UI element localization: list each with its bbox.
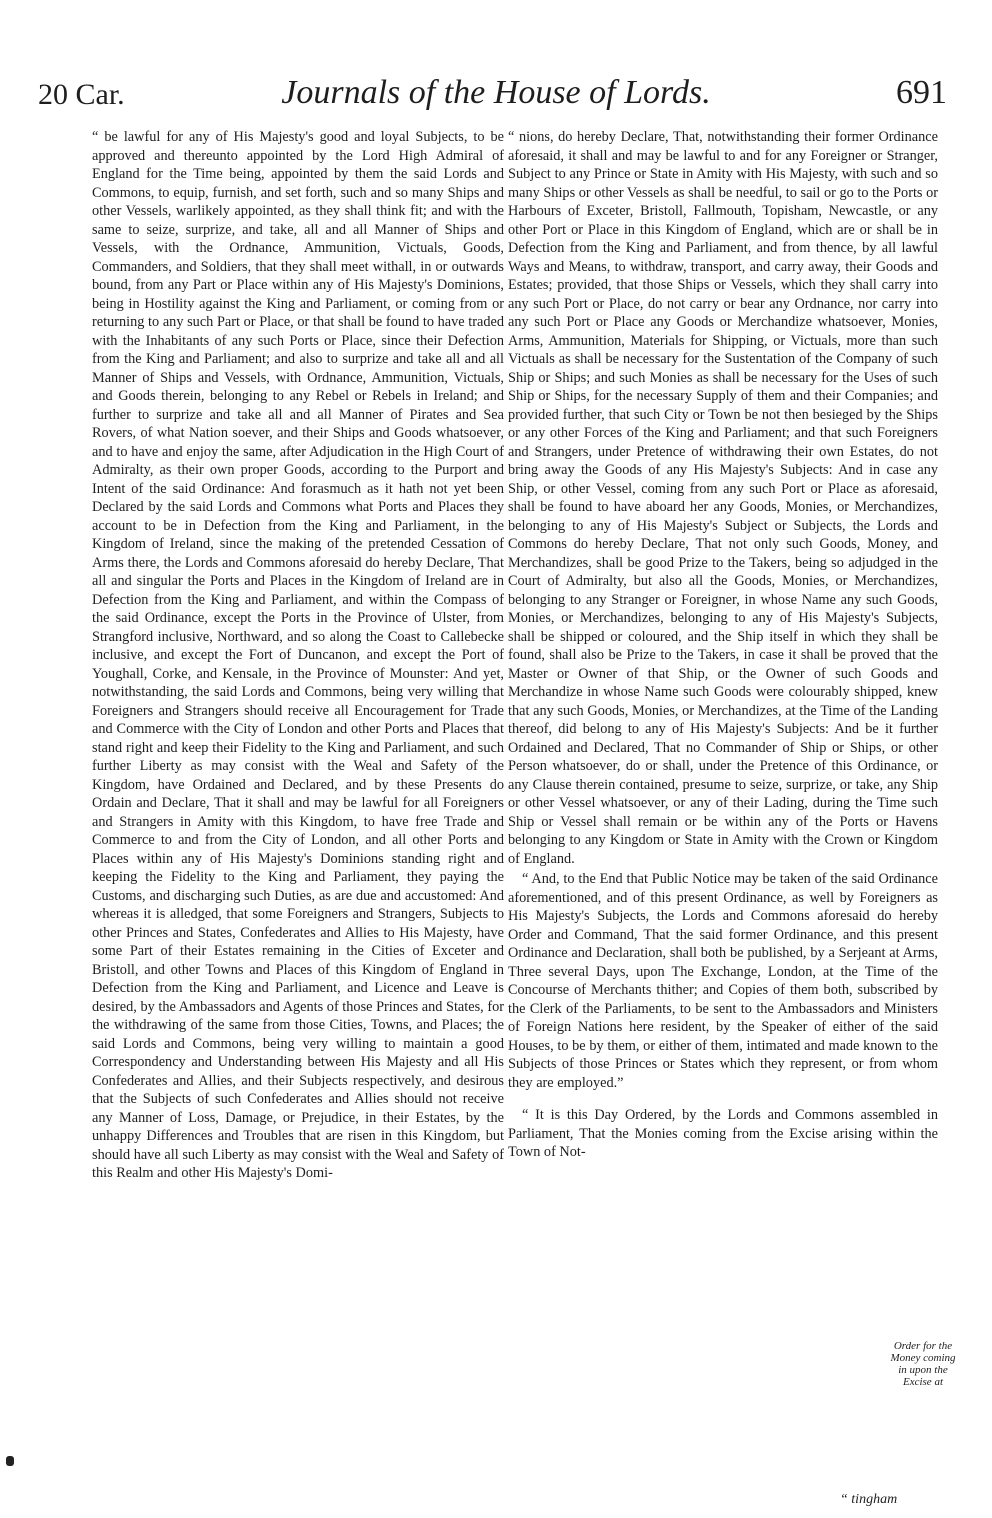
catchword: “ tingham bbox=[840, 1492, 898, 1507]
right-paragraph-3: “ It is this Day Ordered, by the Lords and Commons assembled in Parliament, That the Monies coming from the Excise arising within the Town of Not- bbox=[508, 1107, 938, 1160]
page-header bbox=[0, 60, 992, 120]
left-column bbox=[92, 128, 504, 1183]
ink-blot bbox=[6, 1456, 14, 1466]
left-paragraph: “ be lawful for any of His Majesty's good and loyal Subjects, to be approved and thereunto appointed by the Lord High Admiral of England for the Time being, appointed by them the said Lords and Commons, to equip, furnish, and set forth, such and so many Ships and other Vessels, warlikely appointed, as they shall think fit; and with the same to seize, surprize, and take, all and all Manner of Ships and Vessels, with the Ordnance, Ammunition, Victuals, Goods, Commanders, and Soldiers, that they shall meet withall, in or outwards bound, from any Part or Place within any of His Majesty's Dominions, being in Hostility against the King and Parliament, or coming from or returning to any such Part or Place, or that shall be found to have traded with the Inhabitants of any such Ports or Place, since their Defection from the King and Parliament; and also to surprize and take all and all Manner of Ships and Vessels, with Ordnance, Ammunition, Victuals, and Goods therein, belonging to any Rebel or Rebels in Ireland; and further to surprize and take all and all Manner of Pirates and Sea Rovers, of what Nation soever, and their Ships and Goods whatsoever, and to have and enjoy the same, after Adjudication in the High Court of Admiralty, as their own proper Goods, according to the Purport and Intent of the said Ordinance: And forasmuch as it hath not yet been Declared by the said Lords and Commons what Ports and Places they account to be in Defection from the King and Parliament, in the Kingdom of Ireland, since the making of the pretended Cessation of Arms there, the Lords and Commons aforesaid do hereby Declare, That all and singular the Ports and Places in the Kingdom of Ireland are in Defection from the King and Parliament, and within the Compass of the said Ordinance, except the Ports in the Province of Ulster, from Strangford inclusive, Northward, and so along the Coast to Callebecke inclusive, and except the Fort of Duncanon, and except the Port of Youghall, Corke, and Kensale, in the Province of Mounster: And yet, notwithstanding, the said Lords and Commons, being very willing that Foreigners and Strangers should receive all Encouragement for Trade and Commerce with the City of London and other Ports and Places that stand right and keep their Fidelity to the King and Parliament, and such further Liberty as may consist with the Weal and Safety of the Kingdom, have Ordained and Declared, and by these Presents do Ordain and Declare, That it shall and may be lawful for all Foreigners and Strangers in Amity with this Kingdom, to have free Trade and Commerce to and from the City of London, and all other Ports and Places within any of His Majesty's Dominions standing right and keeping the Fidelity to the King and Parliament, they paying the Customs, and discharging such Duties, as are due and accustomed: And whereas it is alledged, that some Foreigners and Strangers, Subjects to other Princes and States, Confederates and Allies to His Majesty, have some Part of their Estates remaining in the Cities of Exceter and Bristoll, and other Towns and Places of this Kingdom of England in Defection from the King and Parliament, and Licence and Leave is desired, by the Ambassadors and Agents of those Princes and States, for the withdrawing of the same from those Cities, Towns, and Places; the said Lords and Commons, being very willing to maintain a good Correspondency and Understanding between His Majesty and all His Confederates and Allies, and their Subjects respectively, and desirous that the Subjects of such Confederates and Allies should not receive any Manner of Loss, Damage, or Prejudice, in their Estates, by the unhappy Differences and Troubles that are risen in this Kingdom, but should have all such Liberty as may consist with the Weal and Safety of this Realm and other His Majesty's Domi- bbox=[92, 129, 504, 1181]
page-number: 691 bbox=[896, 74, 947, 111]
right-column bbox=[508, 128, 938, 1162]
right-paragraph-2: “ And, to the End that Public Notice may be taken of the said Ordinance aforementioned, and of this present Ordinance, as well by Foreigners as His Majesty's Subjects, the Lords and Commons aforesaid do hereby Order and Command, That the said former Ordinance, and this present Ordinance and Declaration, shall both be published, by a Serjeant at Arms, Three several Days, upon The Exchange, London, at the Time of the Concourse of Merchants thither; and Copies of them both, subscribed by the Clerk of the Parliaments, to be sent to the Ambassadors and Ministers of Foreign Nations here resident, by the Speaker of either of the said Houses, to be by them, or either of them, intimated and made known to the Subjects of those Princes or States which they represent, or from whom they are employed.” bbox=[508, 871, 938, 1091]
running-head-title: Journals of the House of Lords. bbox=[281, 74, 711, 111]
margin-note: Order for the Money coming in upon the Excise at bbox=[890, 1340, 956, 1388]
right-paragraph-1: “ nions, do hereby Declare, That, notwithstanding their former Ordinance aforesaid, it shall and may be lawful to and for any Foreigner or Stranger, Subject to any Prince or State in Amity with His Majesty, with such and so many Ships or other Vessels as shall be needful, to sail or go to the Ports or Harbours of Exceter, Bristoll, Fallmouth, Topisham, Newcastle, or any other Port or Place in this Kingdom of England, which are or shall be in Defection from the King and Parliament, and from thence, by all lawful Ways and Means, to withdraw, transport, and carry away, their Goods and Estates; provided, that those Ships or Vessels, which they shall carry into any such Port or Place, do not carry or bear any Ordnance, nor carry into any such Port or Place any Goods or Merchandize whatsoever, Monies, Arms, Ammunition, Materials for Shipping, or Victuals, more than such Victuals as shall be necessary for the Sustentation of the Company of such Ship or Ships; and such Monies as shall be necessary for the Uses of such Ship or Ships, for the necessary Supply of them and their Companies; and provided further, that such City or Town be not then besieged by the Ships or any other Forces of the King and Parliament; and that such Foreigners and Strangers, under Pretence of withdrawing their own Estates, do not bring away the Goods of any His Majesty's Subjects: And in case any Ship, or other Vessel, coming from any such Port or Place as aforesaid, shall be found to have aboard her any Goods, Monies, or Merchandizes, belonging to any of His Majesty's Subject or Subjects, the Lords and Commons do hereby Declare, That not only such Goods, Money, and Merchandizes, shall be good Prize to the Takers, being so adjudged in the Court of Admiralty, but also all the Goods, Monies, or Merchandizes, belonging to any Stranger or Foreigner, in whose Name any such Goods, Monies, or Merchandizes, belonging to any of His Majesty's Subjects, shall be shipped or coloured, and the Ship itself in which they shall be found, shall also be Prize to the Takers, in case it shall be proved that the Master or Owner of that Ship, or the Owner of such Goods and Merchandize in whose Name such Goods were colourably shipped, knew that any such Goods, Monies, or Merchandizes, at the Time of the Landing thereof, did belong to any of His Majesty's Subjects: And be it further Ordained and Declared, That no Commander of Ship or Ships, or other Person whatsoever, do or shall, under the Pretence of this Ordinance, or any Clause therein contained, presume to seize, surprize, or take, any Ship or other Vessel whatsoever, or any of their Lading, during the Time such Ship or Vessel shall remain or be within any of the Ports or Havens belonging to any Kingdom or State in Amity with the Crown or Kingdom of England. bbox=[508, 129, 938, 867]
running-head-reign: 20 Car. bbox=[38, 78, 125, 111]
